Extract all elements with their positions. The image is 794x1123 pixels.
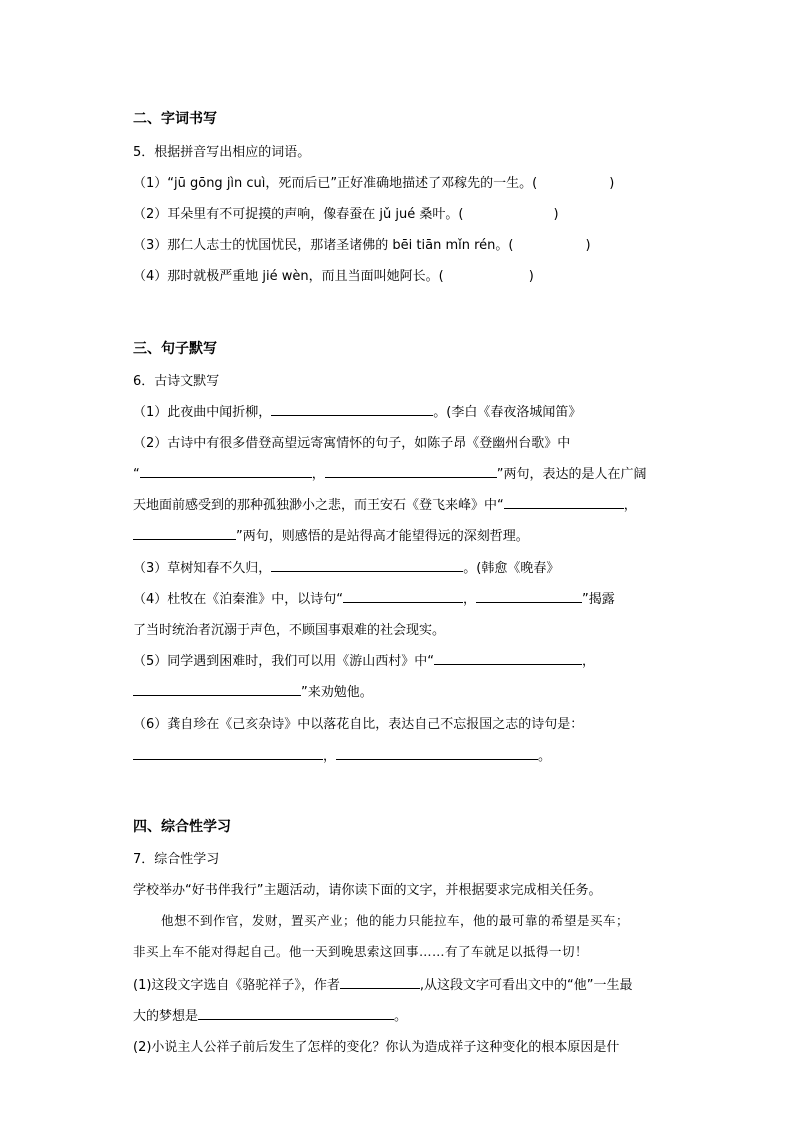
q6-item-5-comma: ， xyxy=(582,654,596,669)
q6-item-2-comma: ， xyxy=(311,467,325,482)
question-6-title: 6．古诗文默写 xyxy=(133,374,220,389)
q6-item-4-line-2: 了当时统治者沉溺于声色，不顾国事艰难的社会现实。 xyxy=(133,623,446,638)
q6-item-1-text: （1）此夜曲中闻折柳， xyxy=(133,405,272,420)
q7-part-1-author-blank[interactable] xyxy=(340,975,420,989)
q7-part-1-line-2-period: 。 xyxy=(394,1009,408,1024)
section-heading-comprehensive-study: 四、综合性学习 xyxy=(133,819,231,835)
q6-item-1-source: 。(李白《春夜洛城闻笛》 xyxy=(433,405,582,420)
q7-part-1-line-2-text: 大的梦想是 xyxy=(133,1009,199,1024)
q6-item-3 xyxy=(133,557,559,576)
q6-item-3-text: （3）草树知春不久归， xyxy=(133,561,272,576)
question-5-title: 5．根据拼音写出相应的词语。 xyxy=(133,145,311,160)
q6-item-5-line-2-text: ”来劝勉他。 xyxy=(301,685,373,700)
q7-part-2-line-1: (2)小说主人公祥子前后发生了怎样的变化？你认为造成祥子这种变化的根本原因是什 xyxy=(133,1040,620,1055)
q6-item-6-blank-1[interactable] xyxy=(133,746,323,760)
q6-item-2-line-4-text: ”两句，则感悟的是站得高才能望得远的深刻哲理。 xyxy=(236,529,529,544)
q6-item-6-line-2 xyxy=(133,745,551,764)
q7-quote-line-2: 非买上车不能对得起自己。他一天到晚思索这回事……有了车就足以抵得一切！ xyxy=(133,944,589,959)
q6-item-2-line-1: （2）古诗中有很多借登高望远寄寓情怀的句子，如陈子昂《登幽州台歌》中 xyxy=(133,436,571,451)
section-heading-sentence-dictation: 三、句子默写 xyxy=(133,341,217,357)
q5-item-4 xyxy=(133,265,534,284)
q6-item-5-line-2 xyxy=(133,681,373,700)
q6-item-2-line-3 xyxy=(133,494,637,513)
q5-item-1-close: ) xyxy=(609,176,615,191)
q6-item-4-blank-1[interactable] xyxy=(343,589,463,603)
q5-item-2-close: ) xyxy=(553,207,559,222)
q6-item-3-source: 。(韩愈《晚春》 xyxy=(463,561,560,576)
q6-item-2-line-4 xyxy=(133,525,529,544)
section-heading-word-writing: 二、字词书写 xyxy=(133,111,217,127)
q6-item-4-text-end: ”揭露 xyxy=(582,592,615,607)
q7-part-1-text-end: ,从这段文字可看出文中的“他”一生最 xyxy=(419,978,633,993)
q6-item-2-blank-4[interactable] xyxy=(133,526,236,540)
q6-item-4-comma: ， xyxy=(463,592,477,607)
q5-item-3-close: ) xyxy=(585,238,591,253)
q6-item-3-blank[interactable] xyxy=(271,558,463,572)
q7-part-1-text: (1)这段文字选自《骆驼祥子》，作者 xyxy=(133,978,340,993)
q6-item-6-comma: ， xyxy=(323,749,337,764)
q5-item-1-text: （1）“jū gōng jìn cuì，死而后已”正好准确地描述了邓稼先的一生。( xyxy=(133,176,538,191)
q5-item-4-close: ) xyxy=(528,269,534,284)
q6-item-6-period: 。 xyxy=(538,749,552,764)
q7-part-1-dream-blank[interactable] xyxy=(198,1006,394,1020)
q6-item-5 xyxy=(133,650,595,669)
q6-item-6-line-1: （6）龚自珍在《己亥杂诗》中以落花自比，表达自己不忘报国之志的诗句是： xyxy=(133,717,584,732)
q6-item-2-line-2 xyxy=(133,463,647,482)
q6-item-1-blank[interactable] xyxy=(271,402,433,416)
q6-item-1 xyxy=(133,401,581,420)
q6-item-2-blank-2[interactable] xyxy=(325,464,497,478)
q5-item-1 xyxy=(133,172,614,191)
q6-item-5-text: （5）同学遇到困难时，我们可以用《游山西村》中“ xyxy=(133,654,435,669)
q6-item-2-line-3-text: 天地面前感受到的那种孤独渺小之悲，而王安石《登飞来峰》中“ xyxy=(133,498,504,513)
q6-item-4-blank-2[interactable] xyxy=(476,589,582,603)
q5-item-2-text: （2）耳朵里有不可捉摸的声响，像春蚕在 jǔ jué 桑叶。( xyxy=(133,207,464,222)
q6-item-2-line-3-comma: ， xyxy=(623,498,637,513)
q5-item-2 xyxy=(133,203,559,222)
q5-item-3-text: （3）那仁人志士的忧国忧民，那诸圣诸佛的 bēi tiān mǐn rén。( xyxy=(133,238,514,253)
q6-item-2-blank-3[interactable] xyxy=(504,495,624,509)
q7-part-1-line-1 xyxy=(133,974,633,993)
q6-item-4 xyxy=(133,588,615,607)
q7-part-1-line-2 xyxy=(133,1005,407,1024)
q7-quote-line-1: 他想不到作官，发财，置买产业；他的能力只能拉车，他的最可靠的希望是买车； xyxy=(161,913,630,928)
q6-item-4-text: （4）杜牧在《泊秦淮》中，以诗句“ xyxy=(133,592,344,607)
q6-item-2-blank-1[interactable] xyxy=(140,464,312,478)
q6-item-6-blank-2[interactable] xyxy=(336,746,538,760)
q6-item-5-blank-2[interactable] xyxy=(133,682,301,696)
q6-item-2-text: ”两句，表达的是人在广阔 xyxy=(496,467,647,482)
q6-item-5-blank-1[interactable] xyxy=(434,651,582,665)
q5-item-3 xyxy=(133,234,591,253)
q7-intro: 学校举办“好书伴我行”主题活动，请你读下面的文字，并根据要求完成相关任务。 xyxy=(133,883,602,898)
question-7-title: 7．综合性学习 xyxy=(133,852,220,867)
q6-item-2-open-quote: “ xyxy=(133,467,140,482)
q5-item-4-text: （4）那时就极严重地 jié wèn，而且当面叫她阿长。( xyxy=(133,269,444,284)
